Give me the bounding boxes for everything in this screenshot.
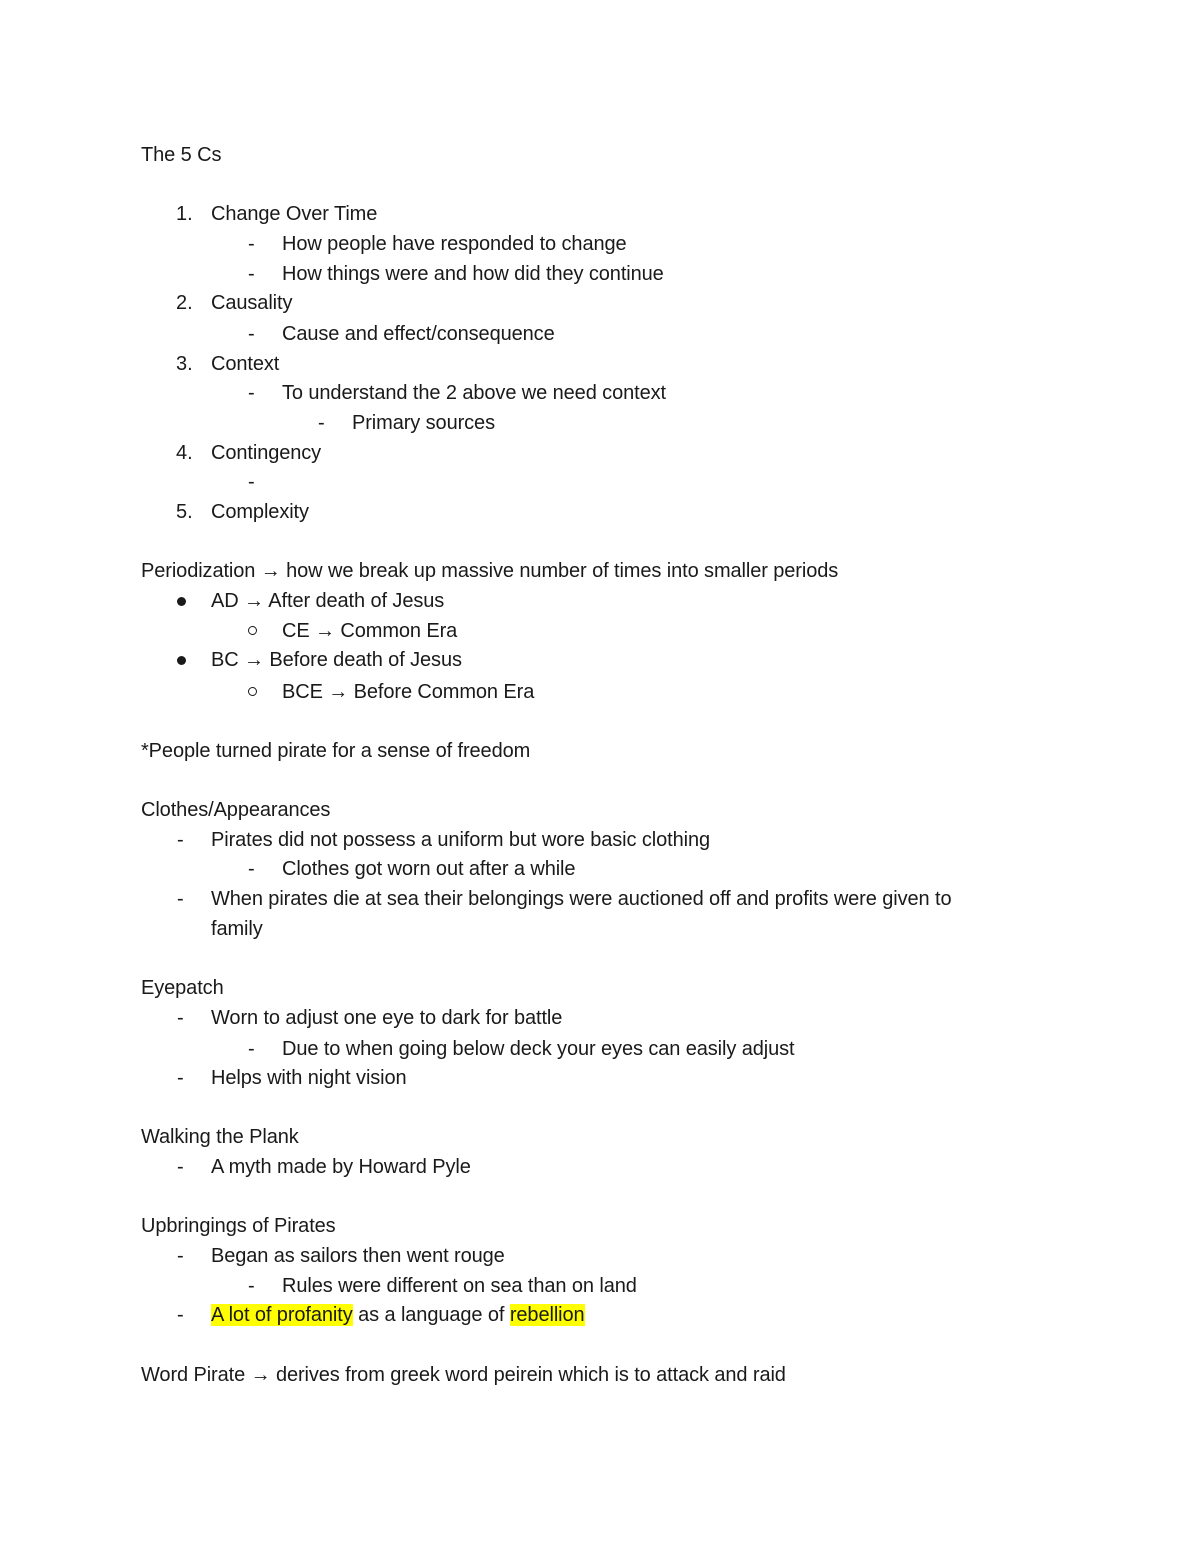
sub-item: Clothes got worn out after a while <box>282 858 576 880</box>
dash-bullet: - <box>248 263 255 285</box>
dash-bullet: - <box>248 471 255 493</box>
word-pirate-note: Word Pirate → derives from greek word peirein which is to attack and raid <box>141 1364 786 1386</box>
sub-item: To understand the 2 above we need context <box>282 382 666 404</box>
dash-bullet: - <box>177 829 184 851</box>
list-item: A myth made by Howard Pyle <box>211 1156 471 1178</box>
dash-bullet: - <box>318 412 325 434</box>
list-item: Contingency <box>211 442 322 464</box>
periodization-heading: Periodization → how we break up massive number of times into smaller periods <box>141 560 839 582</box>
list-item: Worn to adjust one eye to dark for battle <box>211 1007 563 1029</box>
bullet-dot-icon <box>177 597 186 606</box>
list-number: 2. <box>176 292 193 314</box>
list-item: Helps with night vision <box>211 1067 407 1089</box>
list-item: Began as sailors then went rouge <box>211 1245 505 1267</box>
dash-bullet: - <box>248 1275 255 1297</box>
list-number: 4. <box>176 442 193 464</box>
sub-item: CE → Common Era <box>282 620 458 642</box>
dash-bullet: - <box>177 1007 184 1029</box>
sub-item: Due to when going below deck your eyes can easily adjust <box>282 1038 795 1060</box>
list-item: Causality <box>211 292 293 314</box>
dash-bullet: - <box>177 888 184 910</box>
hollow-bullet-icon <box>248 687 257 696</box>
list-item: Pirates did not possess a uniform but wore basic clothing <box>211 829 711 851</box>
sub-item: Cause and effect/consequence <box>282 323 555 345</box>
list-item: Context <box>211 353 280 375</box>
list-item-continuation: family <box>211 918 263 940</box>
dash-bullet: - <box>177 1304 184 1326</box>
list-item: AD → After death of Jesus <box>211 590 445 612</box>
hollow-bullet-icon <box>248 626 257 635</box>
list-item: Complexity <box>211 501 309 523</box>
inline-text: as a language of <box>352 1304 510 1326</box>
dash-bullet: - <box>248 382 255 404</box>
highlight-profanity: A lot of profanity <box>211 1304 353 1326</box>
sub-sub-item: Primary sources <box>352 412 495 434</box>
sub-item: BCE → Before Common Era <box>282 681 535 703</box>
sub-item: How people have responded to change <box>282 233 627 255</box>
bullet-dot-icon <box>177 656 186 665</box>
five-cs-title: The 5 Cs <box>141 144 222 166</box>
clothes-heading: Clothes/Appearances <box>141 799 331 821</box>
list-item: When pirates die at sea their belongings were auctioned off and profits were given to <box>211 888 952 910</box>
sub-item: How things were and how did they continue <box>282 263 664 285</box>
list-item-highlighted <box>211 1303 585 1327</box>
list-item: Change Over Time <box>211 203 378 225</box>
highlight-rebellion: rebellion <box>509 1304 585 1326</box>
list-number: 3. <box>176 353 193 375</box>
dash-bullet: - <box>248 858 255 880</box>
list-number: 5. <box>176 501 193 523</box>
dash-bullet: - <box>248 233 255 255</box>
upbringings-heading: Upbringings of Pirates <box>141 1215 336 1237</box>
dash-bullet: - <box>177 1067 184 1089</box>
plank-heading: Walking the Plank <box>141 1126 299 1148</box>
dash-bullet: - <box>177 1156 184 1178</box>
freedom-note: *People turned pirate for a sense of freedom <box>141 740 531 762</box>
list-item: BC → Before death of Jesus <box>211 649 462 671</box>
dash-bullet: - <box>248 323 255 345</box>
dash-bullet: - <box>177 1245 184 1267</box>
list-number: 1. <box>176 203 193 225</box>
sub-item: Rules were different on sea than on land <box>282 1275 637 1297</box>
eyepatch-heading: Eyepatch <box>141 977 224 999</box>
dash-bullet: - <box>248 1038 255 1060</box>
